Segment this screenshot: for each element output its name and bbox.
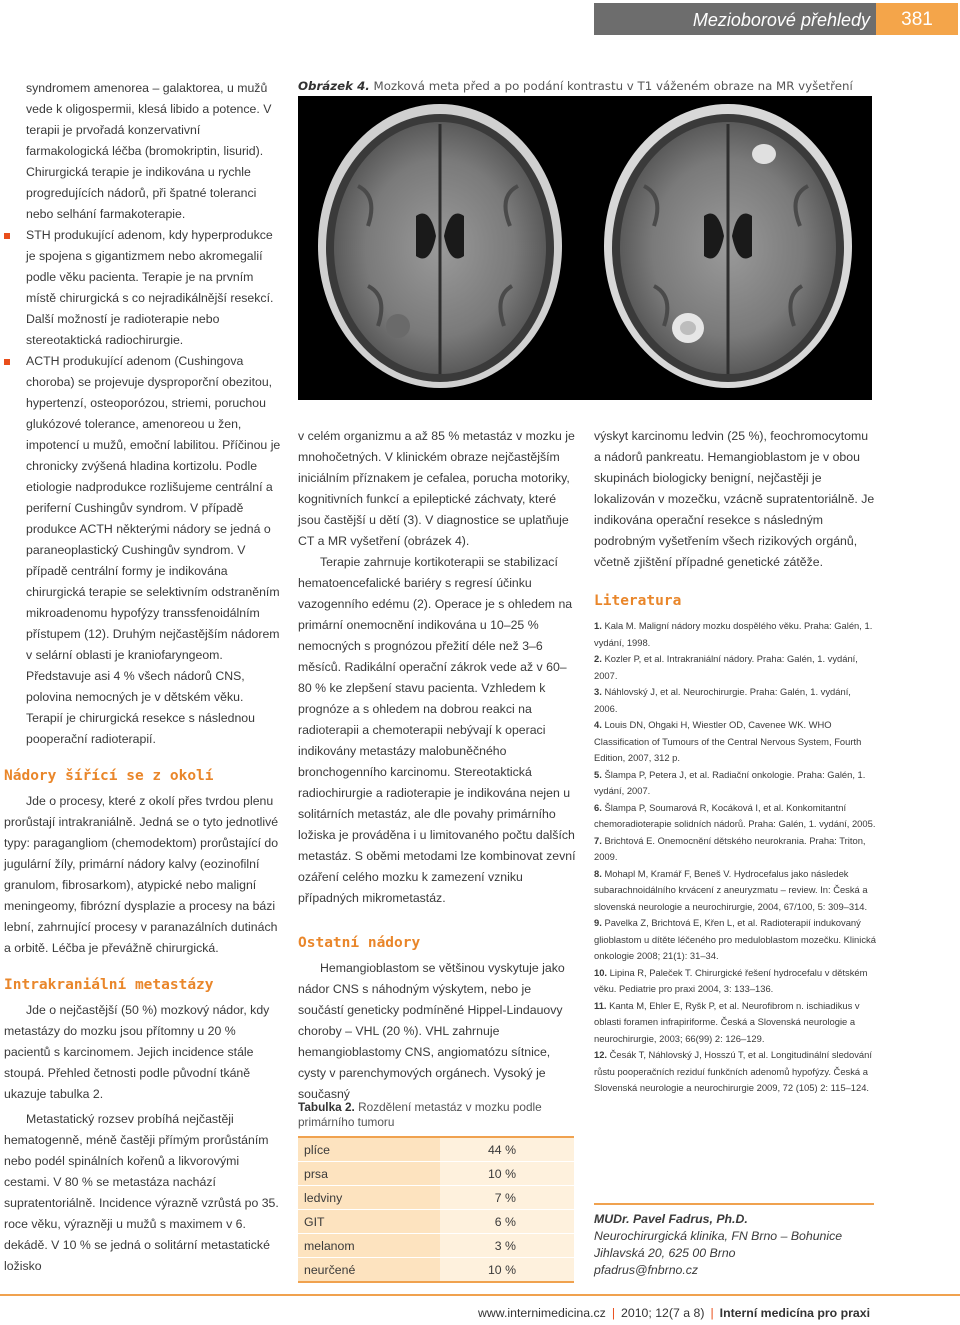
section-heading: Nádory šířící se z okolí bbox=[4, 768, 214, 784]
reference-item bbox=[594, 800, 876, 833]
reference-number: 4. bbox=[594, 719, 602, 730]
footer-issue: 2010; 12(7 a 8) bbox=[621, 1306, 705, 1320]
reference-item bbox=[594, 651, 876, 684]
author-block bbox=[594, 1203, 874, 1279]
reference-text: Pavelka Z, Brichtová E, Křen L, et al. Radioterapií indukovaný glioblastom u dítěte léčeného pro meduloblastom mozečku. Klinická onkologie 2008; 21(1): 31–34. bbox=[594, 917, 876, 961]
reference-number: 5. bbox=[594, 768, 602, 780]
column-middle bbox=[298, 426, 580, 1105]
author-name: MUDr. Pavel Fadrus, Ph.D. bbox=[594, 1212, 748, 1226]
table-row bbox=[298, 1210, 574, 1234]
reference-number: 3. bbox=[594, 686, 602, 697]
column-left bbox=[4, 78, 282, 1277]
table-cell-pct: 3 % bbox=[440, 1234, 574, 1258]
reference-list bbox=[594, 618, 876, 1097]
table-caption bbox=[298, 1100, 588, 1130]
footer-url[interactable]: www.internimedicina.cz bbox=[478, 1306, 606, 1320]
reference-number: 10. bbox=[594, 966, 608, 978]
table-cell-organ: ledviny bbox=[298, 1186, 440, 1210]
section-title: Mezioborové přehledy bbox=[692, 10, 870, 30]
reference-number: 12. bbox=[594, 1049, 608, 1060]
reference-text: Šlampa P, Petera J, et al. Radiační onkologie. Praha: Galén, 1. vydání, 2007. bbox=[594, 768, 866, 796]
figure-caption-text: Mozková meta před a po podání kontrastu v T1 váženém obraze na MR vyšetření bbox=[373, 79, 853, 93]
footer-divider bbox=[0, 1294, 960, 1296]
mri-brain-scans bbox=[298, 96, 872, 400]
reference-number: 7. bbox=[594, 834, 602, 846]
table-cell-organ: prsa bbox=[298, 1162, 440, 1186]
bullet-item: ACTH produkující adenom (Cushingova choroba) se projevuje dysproporční obezitou, hypertenzí, osteoporózou, striemi, poruchou glukózové tolerance, amenoreou u žen, impotencí u mužů, emoční labilitou. Příčinou je chronicky zvýšená hladina kortizolu. Podle etiologie nadprodukce rozlišujeme centrální a periferní Cushingův syndrom. V případě produkce ACTH některými nádory se jedná o paraneoplastický Cushingův syndrom. V případě centrální formy je indikována chirurgická terapie se selektivním odstraněním mikroadenomu hypofýzy transsfenoidálním přístupem (12). Druhým nejčastějším nádorem v selární oblasti je kraniofaryngeom. Představuje asi 4 % všech nádorů CNS, polovina nemocných je v dětském věku. Terapií je chirurgická resekce s následnou pooperační radioterapií. bbox=[4, 351, 282, 750]
footer-separator: | bbox=[611, 1306, 616, 1320]
references-heading: Literatura bbox=[594, 593, 682, 609]
table-row bbox=[298, 1137, 574, 1162]
table-cell-pct: 10 % bbox=[440, 1162, 574, 1186]
reference-text: Kanta M, Ehler E, Ryšk P, et al. Neurofibrom n. ischiadikus v oblasti foramen infrapiriforme. Česká a Slovenská neurologie a neurochirurgie, 2003; 66(99) 2: 126–129. bbox=[594, 999, 860, 1044]
paragraph: syndromem amenorea – galaktorea, u mužů vede k oligospermii, klesá libido a potence. V terapii je prvořadá konzervativní farmakologická léčba (bromokriptin, lisurid). Chirurgická terapie je indikována u rychle progredujících nádorů, při špatné toleranci nebo selhání farmakoterapie. bbox=[26, 81, 272, 221]
reference-item bbox=[594, 833, 876, 866]
reference-number: 8. bbox=[594, 867, 602, 879]
metastasis-table bbox=[298, 1136, 574, 1283]
reference-number: 11. bbox=[594, 999, 607, 1011]
reference-number: 9. bbox=[594, 917, 602, 928]
reference-text: Kozler P, et al. Intrakraniální nádory. Praha: Galén, 1. vydání, 2007. bbox=[594, 653, 858, 681]
author-affiliation: Neurochirurgická klinika, FN Brno – Bohunice bbox=[594, 1229, 843, 1243]
footer-separator: | bbox=[710, 1306, 714, 1320]
figure-label: Obrázek 4. bbox=[298, 79, 370, 93]
table-label: Tabulka 2. bbox=[298, 1100, 355, 1114]
section-heading: Intrakraniální metastázy bbox=[4, 977, 214, 993]
table-row bbox=[298, 1234, 574, 1258]
table-cell-pct: 7 % bbox=[440, 1186, 574, 1210]
reference-item bbox=[594, 684, 876, 717]
reference-item bbox=[594, 618, 876, 651]
reference-text: Louis DN, Ohgaki H, Wiestler OD, Cavenee WK. WHO Classification of Tumours of the Central Nervous System, Fourth Edition, 2007, 312 p. bbox=[594, 719, 862, 763]
bullet-item: STH produkující adenom, kdy hyperprodukce je spojena s gigantizmem nebo akromegalií podle věku pacienta. Terapie je na prvním místě chirurgická s co nejradikálnější resekcí. Další možností je radioterapie nebo stereotaktická radiochirurgie. bbox=[4, 225, 282, 351]
reference-number: 2. bbox=[594, 653, 602, 664]
reference-item bbox=[594, 767, 876, 800]
author-email[interactable]: pfadrus@fnbrno.cz bbox=[594, 1263, 699, 1277]
reference-text: Česák T, Náhlovský J, Hosszú T, et al. Longitudinální sledování růstu pooperačních reziduí funkčních adenomů hypofýzy. Česká a Slovenská neurologie a neurochirurgie 2009, 72 (105) 2: 115–124. bbox=[594, 1049, 872, 1093]
reference-text: Šlampa P, Soumarová R, Kocáková I, et al. Konkomitantní chemoradioterapie solidních nádorů. Praha: Galén, 1. vydání, 2005. bbox=[594, 801, 876, 829]
paragraph: Jde o procesy, které z okolí přes tvrdou plenu prorůstají intrakraniálně. Jedná se o tyto jednotlivé typy: paragangliom (chemodektom) prorůstající do jugulární žíly, primární nádory kalvy (eozinofilní granulom, fibrosarkom), atypické nebo maligní meningeomy, fibrózní dysplazie a procesy na bázi lební, zahrnující procesy v paranazálních dutinách a orbitě. Léčba je převážně chirurgická. bbox=[4, 794, 279, 955]
reference-item bbox=[594, 915, 876, 965]
table-cell-pct: 44 % bbox=[440, 1137, 574, 1162]
author-address: Jihlavská 20, 625 00 Brno bbox=[594, 1246, 736, 1260]
reference-item bbox=[594, 866, 876, 916]
reference-number: 1. bbox=[594, 620, 602, 631]
mri-postcontrast bbox=[604, 104, 852, 388]
section-heading: Ostatní nádory bbox=[298, 935, 421, 951]
table-cell-organ: plíce bbox=[298, 1137, 440, 1162]
reference-text: Náhlovský J, et al. Neurochirurgie. Praha: Galén, 1. vydání, 2006. bbox=[594, 686, 851, 714]
paragraph: Terapie zahrnuje kortikoterapii se stabilizací hematoencefalické bariéry s regresí účinku vazogenního edému (2). Operace je s ohledem na primární onemocnění indikována u 10–25 % nemocných s prognózou přežití déle než 3–6 měsíců. Radikální operační zákrok vede až v 60–80 % ke zlepšení stavu pacienta. Vzhledem k prognóze a s ohledem na dobrou reakci na radioterapii a chemoterapii nebývají k operaci indikovány metastázy malobuněčného bronchogenního karcinomu. Stereotaktická radiochirurgie a radioterapie je indikována nejen u solitárních metastáz, ale dle povahy primárního ložiska je prováděna i u limitovaného počtu dalších metastáz. S oběmi metodami lze kombinovat zevní ozáření celého mozku k zamezení vzniku případných mikrometastáz. bbox=[298, 555, 576, 905]
reference-text: Brichtová E. Onemocnění dětského neurokrania. Praha: Triton, 2009. bbox=[594, 834, 866, 862]
footer bbox=[440, 1306, 870, 1320]
footer-journal: Interní medicína pro praxi bbox=[719, 1306, 870, 1320]
mri-image bbox=[298, 96, 872, 400]
table-row bbox=[298, 1162, 574, 1186]
table-row bbox=[298, 1258, 574, 1283]
table-caption-text: Rozdělení metastáz v mozku podle primárního tumoru bbox=[298, 1100, 542, 1129]
reference-text: Kala M. Maligní nádory mozku dospělého věku. Praha: Galén, 1. vydání, 1998. bbox=[594, 620, 873, 648]
reference-item bbox=[594, 1047, 876, 1097]
reference-number: 6. bbox=[594, 801, 602, 813]
mri-precontrast bbox=[318, 104, 562, 388]
table-cell-pct: 10 % bbox=[440, 1258, 574, 1283]
table-cell-organ: neurčené bbox=[298, 1258, 440, 1283]
paragraph: Jde o nejčastější (50 %) mozkový nádor, kdy metastázy do mozku jsou přítomny u 20 % pacientů s karcinomem. Jejich incidence stále stoupá. Přehled četnosti podle původní tkáně ukazuje tabulka 2. bbox=[4, 1003, 270, 1101]
table-cell-pct: 6 % bbox=[440, 1210, 574, 1234]
paragraph: v celém organizmu a až 85 % metastáz v mozku je mnohočetných. V klinickém obraze nejčastějším iniciálním příznakem je cefalea, porucha motoriky, kognitivních funkcí a epileptické záchvaty, které jsou častější u dětí (3). V diagnostice se uplatňuje CT a MR vyšetření (obrázek 4). bbox=[298, 429, 575, 548]
reference-item bbox=[594, 998, 876, 1048]
page-number: 381 bbox=[876, 3, 958, 35]
paragraph: Hemangioblastom se většinou vyskytuje jako nádor CNS s náhodným výskytem, nebo je součástí geneticky podmíněné Hippel-Lindauovy choroby – VHL (20 %). VHL zahrnuje hemangioblastomy CNS, angiomatózu sítnice, cysty v parenchymových orgánech. Vysoký je současný bbox=[298, 961, 565, 1101]
table-row bbox=[298, 1186, 574, 1210]
reference-text: Lipina R, Paleček T. Chirurgické řešení hydrocefalu v dětském věku. Pediatrie pro praxi 2004, 3: 133–136. bbox=[594, 966, 868, 994]
table-cell-organ: GIT bbox=[298, 1210, 440, 1234]
reference-item bbox=[594, 717, 876, 767]
reference-item bbox=[594, 965, 876, 998]
reference-text: Mohapl M, Kramář F, Beneš V. Hydrocefalus jako následek subarachnoidálního krvácení z aneuryzmatu – review. In: Česká a slovenská neurologie a neurochirurgie, 2004, 67/100, 5: 309–314. bbox=[594, 867, 868, 912]
paragraph: výskyt karcinomu ledvin (25 %), feochromocytomu a nádorů pankreatu. Hemangioblastom je v obou skupinách biologicky benigní, nejčastěji je lokalizován v mozečku, vzácně supratentoriálně. Je indikována operační resekce s následným podrobným vyšetřením všech rizikových orgánů, včetně zjištění případné genetické zátěže. bbox=[594, 429, 875, 569]
figure-caption bbox=[298, 79, 878, 93]
column-right bbox=[594, 426, 876, 1097]
paragraph: Metastatický rozsev probíhá nejčastěji hematogenně, méně častěji přímým prorůstáním nebo podél spinálních kořenů a likvorovými cestami. V 80 % se metastáza nachází supratentoriálně. Incidence výrazně vzrůstá po 35. roce věku, výrazněji u mužů s maximem v 6. dekádě. V 10 % se jedná o solitární metastatické ložisko bbox=[4, 1112, 279, 1273]
table-cell-organ: melanom bbox=[298, 1234, 440, 1258]
